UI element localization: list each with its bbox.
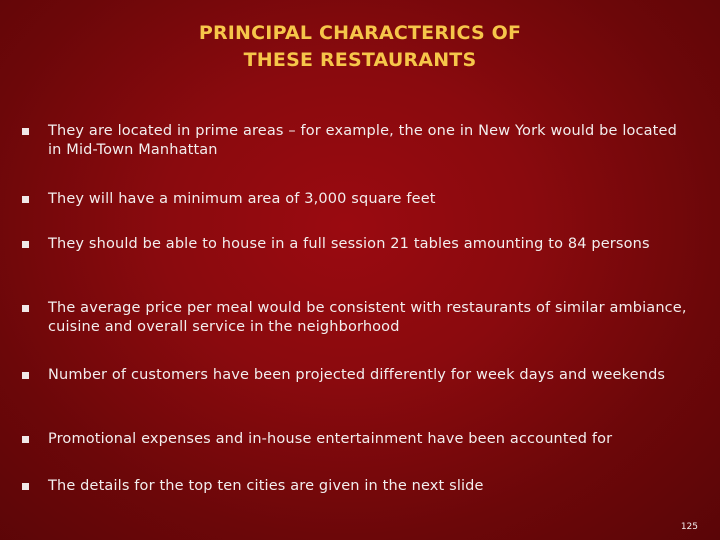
bullet-text: They should be able to house in a full session 21 tables amounting to 84 persons: [48, 236, 650, 252]
bullet-text: They are located in prime areas – for example, the one in New York would be located in Mid-Town Manhattan: [48, 123, 677, 158]
bullet-text: They will have a minimum area of 3,000 square feet: [48, 191, 436, 207]
square-bullet-icon: [22, 305, 29, 312]
bullet-text: The details for the top ten cities are given in the next slide: [48, 478, 484, 494]
slide-title-line-2: THESE RESTAURANTS: [243, 49, 477, 71]
bullet-text: Number of customers have been projected differently for week days and weekends: [48, 367, 666, 383]
bullet-text: The average price per meal would be consistent with restaurants of similar ambiance, cuisine and overall service in the neighborhood: [48, 300, 687, 335]
square-bullet-icon: [22, 196, 29, 203]
square-bullet-icon: [22, 483, 29, 490]
square-bullet-icon: [22, 372, 29, 379]
page-number: 125: [680, 522, 698, 532]
square-bullet-icon: [22, 436, 29, 443]
bullet-text: Promotional expenses and in-house entertainment have been accounted for: [48, 431, 613, 447]
slide-title-line-1: PRINCIPAL CHARACTERICS OF: [198, 22, 522, 44]
square-bullet-icon: [22, 128, 29, 135]
square-bullet-icon: [22, 241, 29, 248]
